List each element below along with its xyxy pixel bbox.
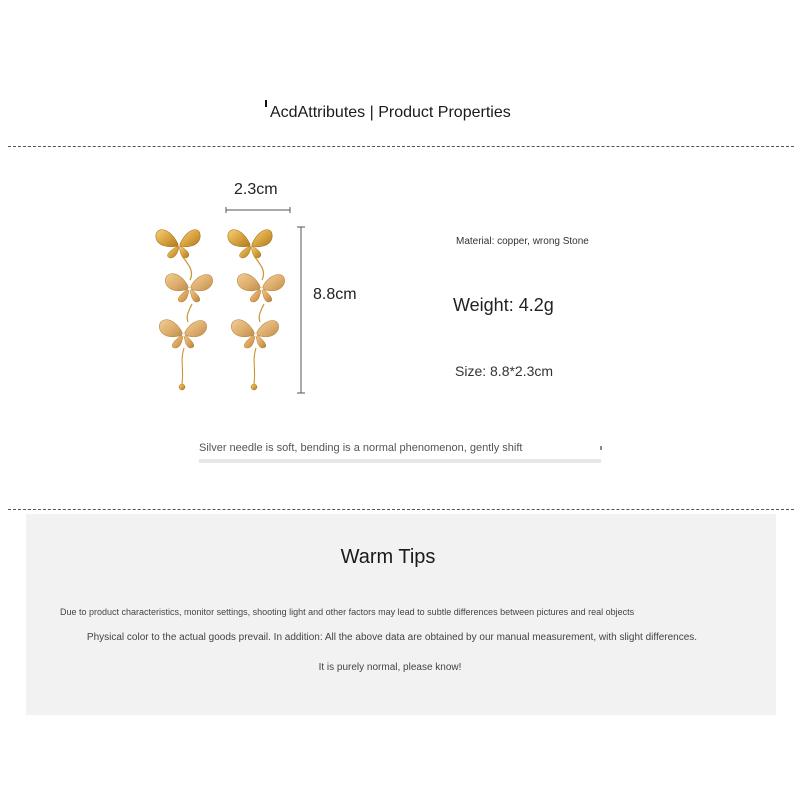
- note-underline: [199, 459, 601, 463]
- size-spec: Size: 8.8*2.3cm: [455, 363, 554, 379]
- warm-tips-title: Warm Tips: [340, 546, 436, 568]
- width-label: 2.3cm: [234, 181, 278, 198]
- silver-needle-note: Silver needle is soft, bending is a normal phenomenon, gently shift: [199, 442, 523, 454]
- butterfly-icon: [159, 320, 206, 348]
- height-dimension-line: [296, 226, 306, 394]
- butterfly-icon: [156, 230, 200, 258]
- warm-tips-line-1: Due to product characteristics, monitor settings, shooting light and other factors may lead to subtle differences between pictures and real objects: [60, 607, 635, 617]
- earring-right: [228, 230, 285, 390]
- weight-spec: Weight: 4.2g: [453, 295, 554, 315]
- warm-tips-line-3: It is purely normal, please know!: [318, 662, 462, 673]
- divider-bottom: [8, 509, 794, 510]
- width-dimension-line: [225, 206, 291, 214]
- material-spec: Material: copper, wrong Stone: [456, 236, 589, 247]
- height-label: 8.8cm: [313, 286, 357, 303]
- page-title: AcdAttributes | Product Properties: [270, 104, 511, 121]
- note-tick-mark: [600, 446, 602, 450]
- earring-left: [156, 230, 213, 390]
- butterfly-icon: [165, 274, 212, 302]
- warm-tips-line-2: Physical color to the actual goods prevail. In addition: All the above data are obtained by our manual measurement, with slight differences.: [86, 632, 698, 643]
- header-mark: [265, 100, 267, 107]
- product-earrings-image: [150, 220, 285, 400]
- divider-top: [8, 146, 794, 147]
